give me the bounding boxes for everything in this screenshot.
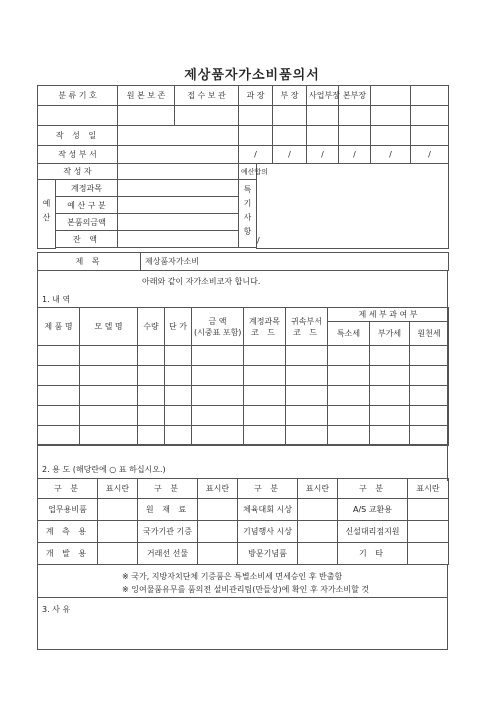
usage-mark-cell[interactable] bbox=[198, 521, 238, 543]
special-notes-label: 특기사항 bbox=[239, 180, 257, 248]
usage-col-gubun: 구 분 bbox=[338, 479, 408, 499]
budget-agree-label: 예산합의 bbox=[239, 164, 257, 180]
sign-cell[interactable] bbox=[371, 126, 411, 146]
usage-mark-cell[interactable] bbox=[298, 499, 338, 521]
budget-row-amount: 본품의금액 bbox=[56, 214, 118, 231]
receipt-value[interactable] bbox=[175, 106, 239, 126]
sign-cell[interactable] bbox=[273, 126, 307, 146]
usage-item: A/S 교환용 bbox=[338, 499, 408, 521]
col-model: 모 델 명 bbox=[80, 308, 138, 346]
section2-heading: 2. 용 도 (해당란에 ○ 표 하십시오.) bbox=[42, 465, 166, 474]
table-row[interactable] bbox=[38, 386, 449, 406]
section3-heading: 3. 사 유 bbox=[42, 605, 71, 614]
col-qty: 수량 bbox=[138, 308, 165, 346]
col-amount-sub: (시중표 포함) bbox=[194, 327, 242, 337]
sign-cell[interactable] bbox=[307, 106, 339, 126]
usage-col-mark: 표시란 bbox=[98, 479, 138, 499]
approval-table bbox=[37, 85, 449, 164]
usage-col-mark: 표시란 bbox=[198, 479, 238, 499]
usage-table bbox=[37, 478, 449, 565]
usage-item: 원 재 료 bbox=[138, 499, 198, 521]
header-blank bbox=[371, 86, 411, 106]
date-slash: / bbox=[273, 146, 307, 164]
usage-col-gubun: 구 분 bbox=[38, 479, 98, 499]
date-label: 작 성 일 bbox=[38, 126, 118, 146]
usage-mark-cell[interactable] bbox=[408, 499, 449, 521]
col-account-code-label: 코 드 bbox=[251, 327, 278, 337]
usage-mark-cell[interactable] bbox=[98, 521, 138, 543]
col-dept-code bbox=[286, 308, 328, 346]
section2-header-box bbox=[37, 445, 448, 481]
header-receipt: 접 수 보 관 bbox=[175, 86, 239, 106]
date-slash: / bbox=[239, 146, 273, 164]
intro-text: 아래와 같이 자가소비코자 합니다. bbox=[142, 277, 261, 286]
usage-mark-cell[interactable] bbox=[198, 499, 238, 521]
usage-item: 체육대회 시상 bbox=[238, 499, 298, 521]
sign-cell[interactable] bbox=[339, 126, 371, 146]
dept-label: 작 성 부 서 bbox=[38, 146, 118, 164]
col-dept-label: 귀속부서 bbox=[291, 316, 322, 326]
header-section-chief: 과 장 bbox=[239, 86, 273, 106]
header-original: 원 본 보 존 bbox=[118, 86, 175, 106]
date-value[interactable] bbox=[118, 126, 239, 146]
col-tax-group: 제 세 부 과 여 부 bbox=[328, 308, 449, 322]
col-account-code bbox=[244, 308, 286, 346]
usage-mark-cell[interactable] bbox=[98, 499, 138, 521]
usage-item: 기 타 bbox=[338, 543, 408, 565]
usage-mark-cell[interactable] bbox=[408, 543, 449, 565]
section1-heading: 1. 내 역 bbox=[42, 295, 71, 304]
section3-box[interactable] bbox=[37, 598, 448, 650]
budget-row-balance: 잔 액 bbox=[56, 231, 118, 248]
sign-cell[interactable] bbox=[239, 126, 273, 146]
usage-item: 신설대리점지원 bbox=[338, 521, 408, 543]
sign-cell[interactable] bbox=[411, 126, 449, 146]
date-slash: / bbox=[411, 146, 449, 164]
usage-item: 업무용비품 bbox=[38, 499, 98, 521]
usage-col-gubun: 구 분 bbox=[138, 479, 198, 499]
subject-label: 제 목 bbox=[38, 253, 141, 271]
header-division-head: 사업부장 bbox=[307, 86, 339, 106]
usage-col-mark: 표시란 bbox=[408, 479, 449, 499]
original-value[interactable] bbox=[118, 106, 175, 126]
budget-type-value[interactable] bbox=[118, 197, 239, 214]
dept-value[interactable] bbox=[118, 146, 239, 164]
col-vat: 부가세 bbox=[370, 322, 410, 346]
writer-label: 작 성 자 bbox=[38, 164, 118, 180]
usage-item: 기념행사 시상 bbox=[238, 521, 298, 543]
document-title: 제상품자가소비품의서 bbox=[184, 68, 320, 83]
usage-item: 방문기념품 bbox=[238, 543, 298, 565]
sign-cell[interactable] bbox=[411, 106, 449, 126]
balance-slash: / bbox=[257, 236, 260, 245]
header-blank bbox=[411, 86, 449, 106]
header-classification: 분 류 기 호 bbox=[38, 86, 118, 106]
special-notes-value[interactable] bbox=[257, 164, 449, 249]
col-withholding: 원천세 bbox=[410, 322, 449, 346]
usage-mark-cell[interactable] bbox=[408, 521, 449, 543]
header-hq-head: 본부장 bbox=[339, 86, 371, 106]
budget-side-label: 예산 bbox=[38, 180, 56, 249]
sign-cell[interactable] bbox=[371, 106, 411, 126]
col-amount-label: 금 액 bbox=[208, 316, 227, 326]
budget-balance-value[interactable] bbox=[118, 231, 239, 248]
sign-cell[interactable] bbox=[239, 106, 273, 126]
col-special-tax: 특소세 bbox=[328, 322, 370, 346]
usage-col-gubun: 구 분 bbox=[238, 479, 298, 499]
usage-mark-cell[interactable] bbox=[298, 543, 338, 565]
note-2: ※ 잉여물품유무를 품의전 설비관리팀(만들상)에 확인 후 자가소비할 것 bbox=[122, 585, 370, 594]
col-amount bbox=[192, 308, 244, 346]
subject-value[interactable]: 제상품자가소비 bbox=[141, 253, 449, 271]
date-slash: / bbox=[307, 146, 339, 164]
classification-value[interactable] bbox=[38, 106, 118, 126]
table-row[interactable] bbox=[38, 426, 449, 446]
note-1: ※ 국가, 지방자치단체 기증품은 특별소비세 면세승인 후 반출함 bbox=[122, 572, 343, 581]
col-product: 제 품 명 bbox=[38, 308, 80, 346]
budget-account-value[interactable] bbox=[118, 180, 239, 197]
items-table bbox=[37, 307, 449, 446]
sign-cell[interactable] bbox=[339, 106, 371, 126]
budget-amount-value[interactable] bbox=[118, 214, 239, 231]
budget-row-account: 계정과목 bbox=[56, 180, 118, 197]
subject-table bbox=[37, 252, 449, 271]
col-account-label: 계정과목 bbox=[249, 316, 280, 326]
budget-row-type: 예 산 구 분 bbox=[56, 197, 118, 214]
usage-item: 거래선 선물 bbox=[138, 543, 198, 565]
table-row[interactable] bbox=[38, 366, 449, 386]
usage-mark-cell[interactable] bbox=[98, 543, 138, 565]
usage-item: 개 발 용 bbox=[38, 543, 98, 565]
table-row[interactable] bbox=[38, 406, 449, 426]
usage-col-mark: 표시란 bbox=[298, 479, 338, 499]
writer-value[interactable] bbox=[118, 164, 239, 180]
col-unit-price: 단 가 bbox=[165, 308, 192, 346]
table-row[interactable] bbox=[38, 346, 449, 366]
date-slash: / bbox=[371, 146, 411, 164]
date-slash: / bbox=[339, 146, 371, 164]
header-dept-head: 부 장 bbox=[273, 86, 307, 106]
sign-cell[interactable] bbox=[307, 126, 339, 146]
usage-item: 계 측 용 bbox=[38, 521, 98, 543]
budget-table bbox=[37, 163, 449, 249]
usage-mark-cell[interactable] bbox=[298, 521, 338, 543]
sign-cell[interactable] bbox=[273, 106, 307, 126]
col-dept-code-label: 코 드 bbox=[293, 327, 320, 337]
usage-mark-cell[interactable] bbox=[198, 543, 238, 565]
usage-item: 국가기관 기증 bbox=[138, 521, 198, 543]
